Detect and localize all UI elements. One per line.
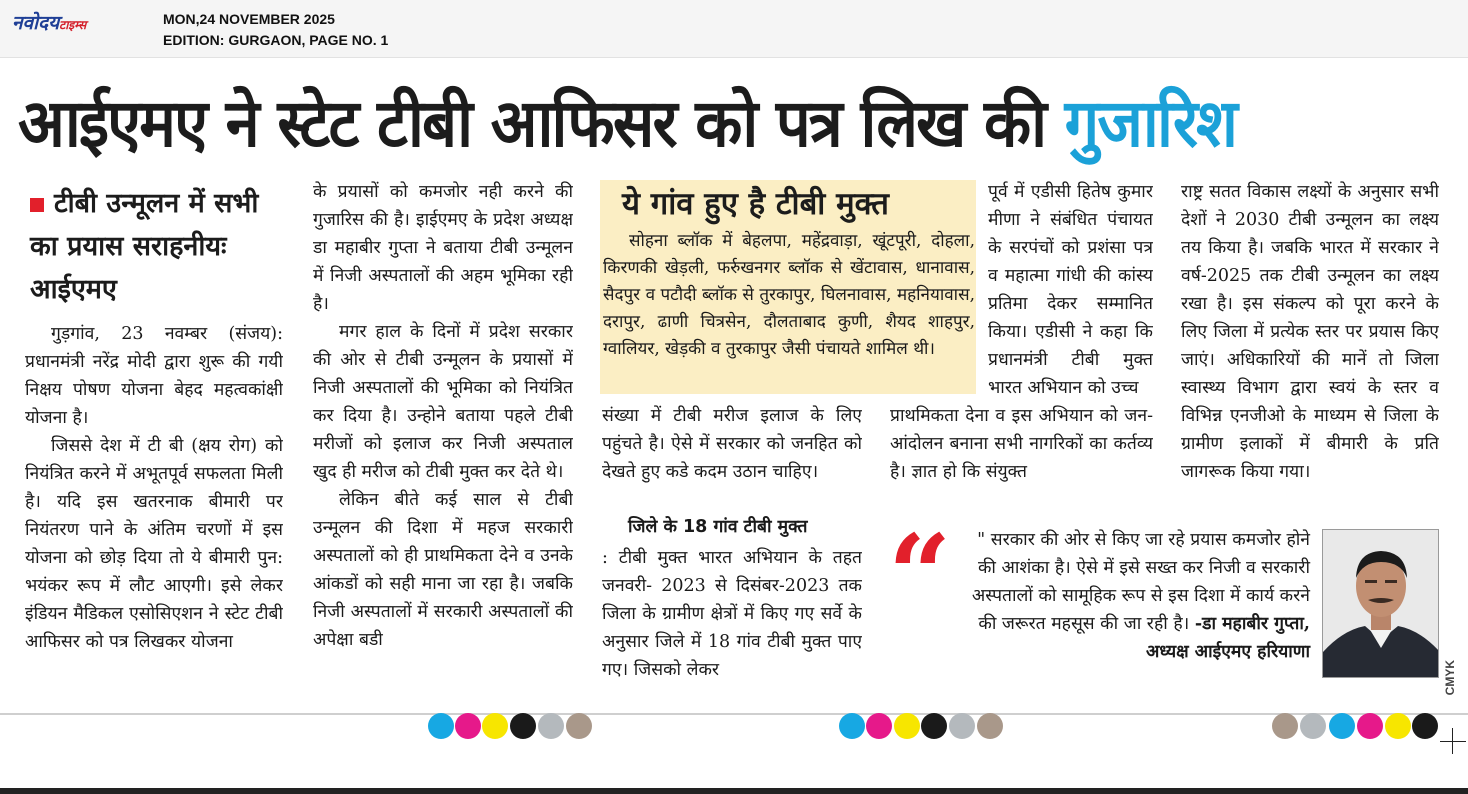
- speaker-portrait: [1322, 529, 1439, 678]
- article-column-4-continued: [890, 402, 1153, 514]
- color-dot-icon: [1300, 713, 1326, 739]
- color-dot-icon: [1385, 713, 1411, 739]
- bottom-divider: [0, 713, 1468, 715]
- navodaya-times-logo: [12, 9, 140, 35]
- box-title: ये गांव हुए है टीबी मुक्त: [622, 186, 889, 222]
- paragraph: जिससे देश में टी बी (क्षय रोग) को नियंत्रित करने में अभूतपूर्व सफलता मिली है। यदि इस खतरनाक बीमारी पर नियंतरण पाने के अंतिम चरणों में इस योजना को छोड़ दिया तो ये बीमारी पुन: भयंकर रूप में लौट आएगी। इसे लेकर इंडियन मैडिकल एसोसिएशन ने स्टेट टीबी आफिसर को पत्र लिखकर योजना: [25, 436, 283, 652]
- color-dot-icon: [538, 713, 564, 739]
- paragraph: संख्या में टीबी मरीज इलाज के लिए पहुंचते है। ऐसे में सरकार को जनहित को देखते हुए कडे कदम उठान चाहिए।: [602, 406, 862, 482]
- color-dot-icon: [921, 713, 947, 739]
- issue-date: MON,24 NOVEMBER 2025: [163, 11, 335, 27]
- edition-info: [163, 9, 388, 51]
- color-dot-icon: [428, 713, 454, 739]
- paragraph: लेकिन बीते कई साल से टीबी उन्मूलन की दिशा में महज सरकारी अस्पतालों को ही प्राथमिकता देने व उनके आंकडों को सही माना जा रहा है। जबकि निजी अस्पतालों में सरकारी अस्पतालों की अपेक्षा बडी: [313, 490, 573, 650]
- color-dot-icon: [839, 713, 865, 739]
- tb-free-villages-box: [600, 180, 976, 394]
- color-dot-icon: [866, 713, 892, 739]
- cmyk-label: CMYK: [1443, 660, 1457, 696]
- paragraph: मगर हाल के दिनों में प्रदेश सरकार की ओर से टीबी उन्मूलन के प्रयासों में निजी अस्पतालों की भूमिका को नियंत्रित कर दिया है। उन्होने बताया पहले टीबी मरीजों को इलाज कर निजी अस्पताल खुद ही मरीज को टीबी मुक्त कर देते थे।: [313, 322, 573, 482]
- quote-attribution: -डा महाबीर गुप्ता, अध्यक्ष आईएमए हरियाणा: [1146, 614, 1310, 662]
- pull-quote: [965, 526, 1310, 666]
- color-dot-icon: [1272, 713, 1298, 739]
- color-dot-icon: [977, 713, 1003, 739]
- paragraph: पूर्व में एडीसी हितेष कुमार मीणा ने संबंधित पंचायत के सरपंचों को प्रशंसा पत्र व महात्मा गांधी की कांस्य प्रतिमा देकर सम्मानित किया। एडीसी ने कहा कि प्रधानमंत्री टीबी मुक्त भारत अभियान को उच्च: [988, 182, 1153, 398]
- masthead-bar: [0, 0, 1468, 58]
- color-dot-icon: [1357, 713, 1383, 739]
- box-text: सोहना ब्लॉक में बेहलपा, महेंद्रवाड़ा, खूंटपूरी, दोहला, किरणकी खेड़ली, फर्रुखनगर ब्लॉक से खेंटावास, धानावास, सैदपुर व पटौदी ब्लॉक से तुरकापुर, घिलनावास, महनियावास, दरापुर, ढाणी चित्रसेन, दौलताबाद कुणी, शैयद शाहपुर, ग्वालियर, खेड़की व तुरकापुर जैसी पंचायते शामिल थी।: [603, 231, 975, 359]
- villages-subheading: जिले के 18 गांव टीबी मुक्त: [628, 517, 808, 537]
- article-headline: [18, 76, 1357, 166]
- color-dot-icon: [1412, 713, 1438, 739]
- paragraph: के प्रयासों को कमजोर नही करने की गुजारिस की है। इाईएमए के प्रदेश अध्यक्ष डा महाबीर गुप्ता ने बताया टीबी उन्मूलन में निजी अस्पतालों की अहम भूमिका रही है।: [313, 182, 573, 314]
- color-dot-icon: [894, 713, 920, 739]
- crop-mark-icon: [1440, 728, 1466, 754]
- article-subheadline: [30, 182, 290, 311]
- logo-main-text: नवोदय: [12, 12, 60, 34]
- color-dot-icon: [455, 713, 481, 739]
- logo-sub-text: टाइम्स: [59, 18, 87, 32]
- color-dot-icon: [1329, 713, 1355, 739]
- red-square-bullet-icon: [30, 198, 44, 212]
- headline-main: आईएमए ने स्टेट टीबी आफिसर को पत्र लिख की: [18, 85, 1065, 162]
- paragraph: : टीबी मुक्त भारत अभियान के तहत जनवरी- 2023 से दिसंबर-2023 तक जिला के ग्रामीण क्षेत्रों में किए गए सर्वे के अनुसार जिले में 18 गांव टीबी मुक्त पाए गए। जिसको लेकर: [602, 548, 862, 680]
- edition-page: EDITION: GURGAON, PAGE NO. 1: [163, 32, 389, 48]
- article-column-2: [313, 178, 573, 678]
- subhead-text: टीबी उन्मूलन में सभी का प्रयास सराहनीयः आईएमए: [30, 188, 259, 305]
- article-column-5: [1181, 178, 1439, 514]
- paragraph: गुड़गांव, 23 नवम्बर (संजय): प्रधानमंत्री नरेंद्र मोदी द्वारा शुरू की गयी निक्षय पोषण योजना बेहद महत्वकांक्षी योजना है।: [25, 324, 283, 428]
- paragraph: प्राथमिकता देना व इस अभियान को जन-आंदोलन बनाना सभी नागरिकों का कर्तव्य है। ज्ञात हो कि संयुक्त: [890, 406, 1153, 482]
- quote-text: " सरकार की ओर से किए जा रहे प्रयास कमजोर होने की आशंका है। ऐसे में इसे सख्त कर निजी व सरकारी अस्पतालों को सामूहिक रूप से इस दिशा में कार्य करने की जरूरत महसूस की जा रही है।: [971, 530, 1310, 634]
- headline-highlight: गुजारिश: [1064, 85, 1236, 162]
- paragraph: राष्ट्र सतत विकास लक्ष्यों के अनुसार सभी देशों ने 2030 टीबी उन्मूलन का लक्ष्य तय किया है। जबकि भारत में सरकार ने वर्ष-2025 तक टीबी उन्मूलन का लक्ष्य रखा है। इस संकल्प को पूरा करने के लिए जिला में प्रत्येक स्तर पर प्रयास किए जाएं। अधिकारियों की मानें तो जिला स्वास्थ्य विभाग द्वारा स्वयं के स्तर व विभिन्न एनजीओ के माध्यम से जिला के ग्रामीण इलाकों में बीमारी के प्रति जागरूक किया गया।: [1181, 182, 1439, 482]
- article-column-4: [988, 178, 1153, 404]
- color-dot-icon: [566, 713, 592, 739]
- page-bottom-edge: [0, 788, 1468, 794]
- portrait-illustration: [1323, 530, 1439, 678]
- article-column-3-continued: [602, 544, 862, 684]
- color-dot-icon: [482, 713, 508, 739]
- article-column-1: [25, 320, 283, 680]
- quote-mark-icon: “: [888, 510, 952, 639]
- color-dot-icon: [510, 713, 536, 739]
- color-dot-icon: [949, 713, 975, 739]
